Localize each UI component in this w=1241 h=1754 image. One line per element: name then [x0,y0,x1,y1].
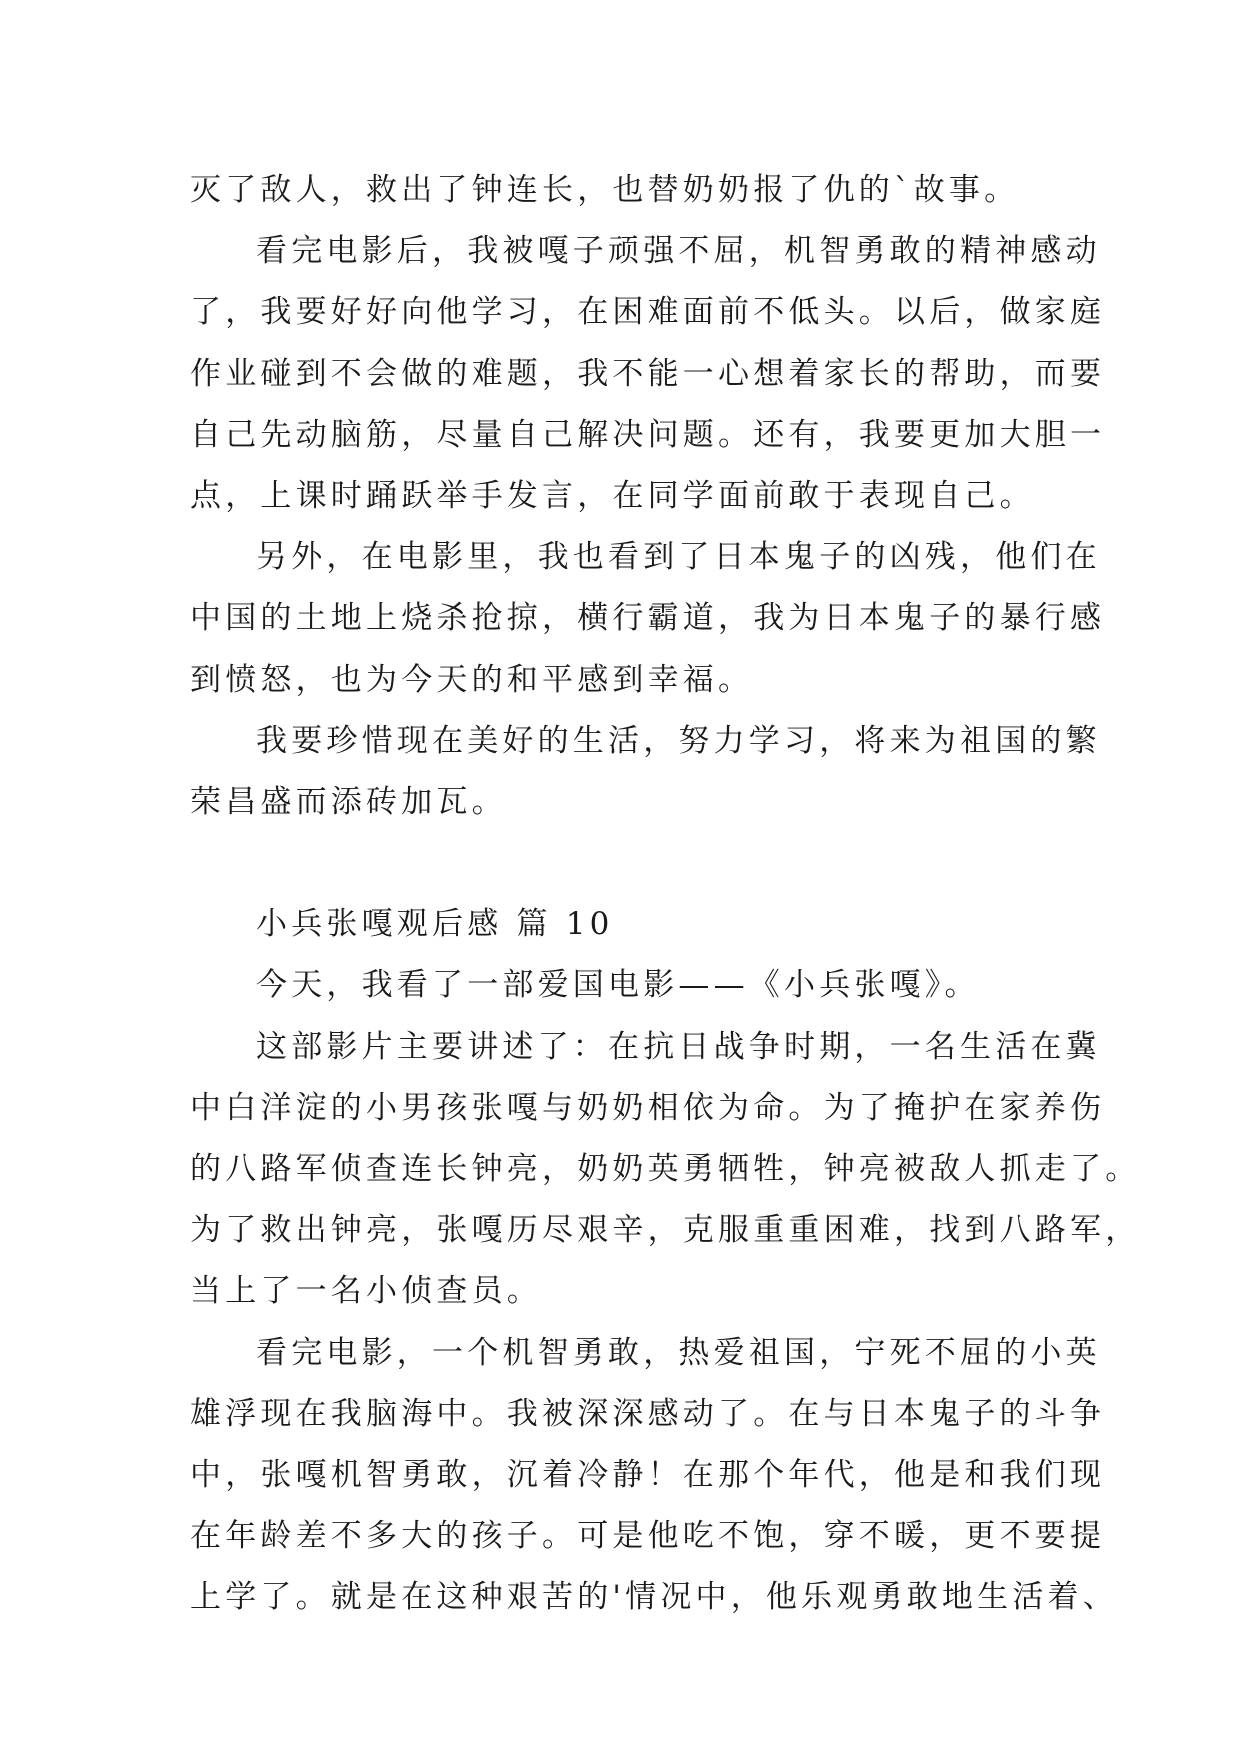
text-line: 了，我要好好向他学习，在困难面前不低头。以后，做家庭 [190,294,1106,331]
text-line: 点，上课时踊跃举手发言，在同学面前敢于表现自己。 [190,477,1035,514]
paragraph-start-line: 看完电影后，我被嘎子顽强不屈，机智勇敢的精神感动 [256,233,1101,270]
text-line: 荣昌盛而添砖加瓦。 [190,783,507,820]
paragraph-start-line: 我要珍惜现在美好的生活，努力学习，将来为祖国的繁 [256,722,1101,759]
document-body [190,160,1141,1629]
text-line: 中，张嘎机智勇敢，沉着冷静！在那个年代，他是和我们现 [190,1456,1106,1493]
text-line: 为了救出钟亮，张嘎历尽艰辛，克服重重困难，找到八路军， [190,1212,1141,1249]
text-line: 的八路军侦查连长钟亮，奶奶英勇牺牲，钟亮被敌人抓走了。 [190,1151,1141,1187]
paragraph-start-line: 另外，在电影里，我也看到了日本鬼子的凶残，他们在 [256,539,1101,576]
text-line: 到愤怒，也为今天的和平感到幸福。 [190,661,754,698]
text-line: 中白洋淀的小男孩张嘎与奶奶相依为命。为了掩护在家养伤 [190,1089,1106,1126]
section-spacer [190,833,1056,894]
text-line: 灭了敌人，救出了钟连长，也替奶奶报了仇的`故事。 [190,172,1020,208]
text-line: 上学了。就是在这种艰苦的'情况中，他乐观勇敢地生活着、 [190,1579,1118,1616]
text-line: 在年龄差不多大的孩子。可是他吃不饱，穿不暖，更不要提 [190,1518,1106,1555]
text-line: 中国的土地上烧杀抢掠，横行霸道，我为日本鬼子的暴行感 [190,600,1106,637]
text-line: 作业碰到不会做的难题，我不能一心想着家长的帮助，而要 [190,355,1106,392]
section-heading: 小兵张嘎观后感 篇 10 [256,906,614,943]
text-line: 自己先动脑筋，尽量自己解决问题。还有，我要更加大胆一 [190,416,1106,453]
paragraph-start-line: 今天，我看了一部爱国电影——《小兵张嘎》。 [256,967,980,1004]
paragraph-start-line: 这部影片主要讲述了：在抗日战争时期，一名生活在冀 [256,1028,1101,1065]
text-line: 雄浮现在我脑海中。我被深深感动了。在与日本鬼子的斗争 [190,1395,1106,1432]
paragraph-start-line: 看完电影，一个机智勇敢，热爱祖国，宁死不屈的小英 [256,1334,1101,1371]
text-line: 当上了一名小侦查员。 [190,1273,542,1310]
